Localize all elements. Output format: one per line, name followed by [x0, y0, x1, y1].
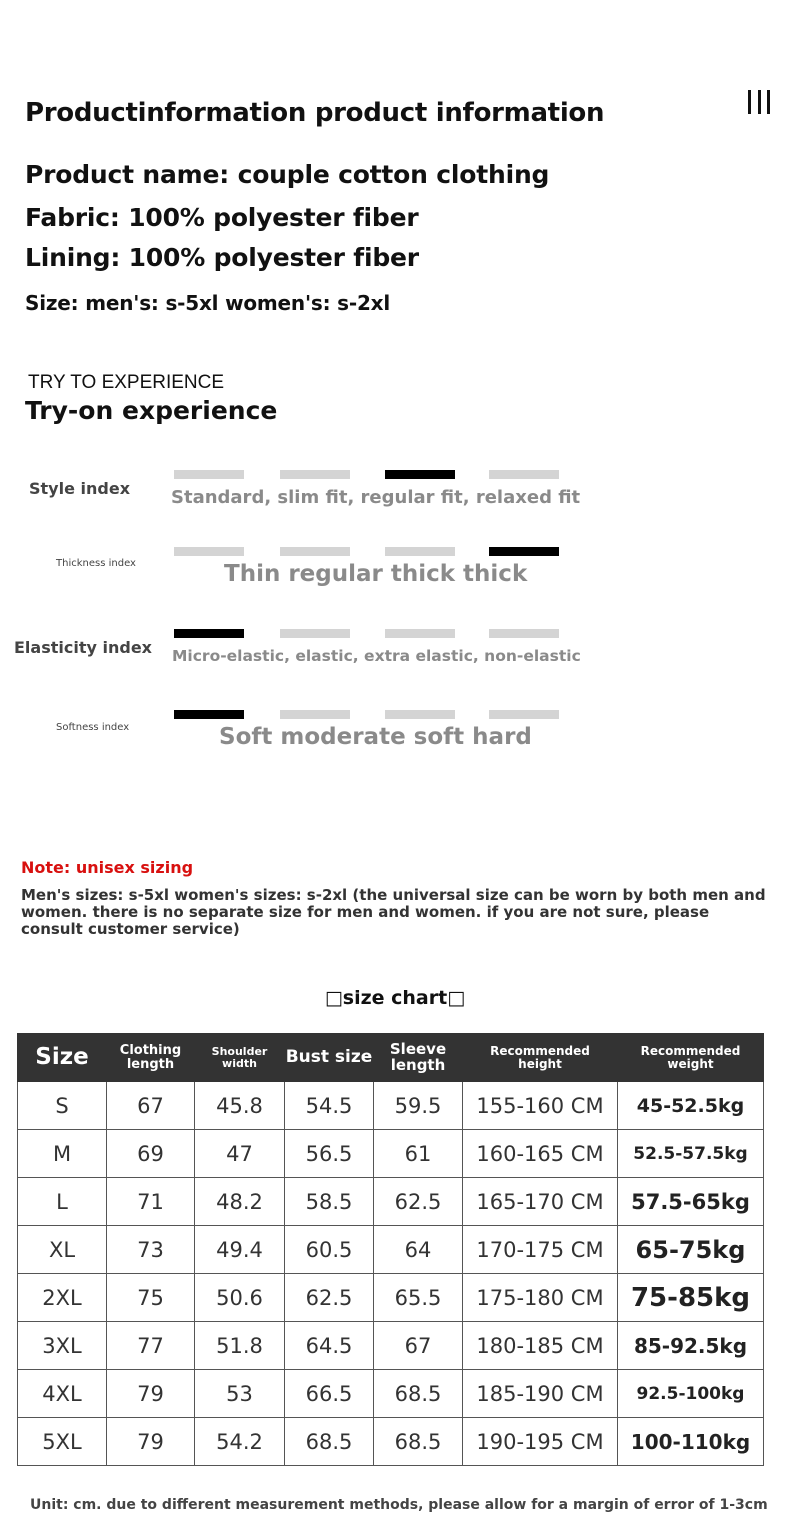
cell-bust-size: 60.5: [285, 1226, 374, 1274]
header-recommended-weight: Recommended weight: [618, 1034, 764, 1082]
softness-index-bar-1: [174, 710, 244, 719]
elasticity-index-bar-2: [280, 629, 350, 638]
cell-sleeve-length: 62.5: [374, 1178, 463, 1226]
product-name: Product name: couple cotton clothing: [25, 160, 550, 189]
cell-shoulder-width: 54.2: [195, 1418, 285, 1466]
table-row: [18, 1226, 764, 1274]
style-index-options: Standard, slim fit, regular fit, relaxed fit: [171, 487, 581, 508]
cell-bust-size: 66.5: [285, 1370, 374, 1418]
header-bust-size: Bust size: [285, 1034, 374, 1082]
header-recommended-height: Recommended height: [463, 1034, 618, 1082]
cell-size: 2XL: [18, 1274, 107, 1322]
softness-index-bar-2: [280, 710, 350, 719]
table-row: [18, 1274, 764, 1322]
product-fabric: Fabric: 100% polyester fiber: [25, 203, 419, 232]
header-clothing-length: Clothing length: [107, 1034, 195, 1082]
cell-sleeve-length: 67: [374, 1322, 463, 1370]
softness-index-label: Softness index: [56, 722, 130, 733]
style-index-label: Style index: [29, 479, 131, 498]
thickness-index-bar-2: [280, 547, 350, 556]
cell-recommended-height: 170-175 CM: [463, 1226, 618, 1274]
header-shoulder-width: Shoulder width: [195, 1034, 285, 1082]
product-lining: Lining: 100% polyester fiber: [25, 243, 419, 272]
softness-index-bar-4: [489, 710, 559, 719]
cell-shoulder-width: 49.4: [195, 1226, 285, 1274]
cell-shoulder-width: 51.8: [195, 1322, 285, 1370]
cell-recommended-weight: 57.5-65kg: [618, 1178, 764, 1226]
cell-shoulder-width: 48.2: [195, 1178, 285, 1226]
note-title: Note: unisex sizing: [21, 858, 194, 877]
cell-size: 4XL: [18, 1370, 107, 1418]
cell-recommended-weight: 45-52.5kg: [618, 1082, 764, 1130]
cell-sleeve-length: 59.5: [374, 1082, 463, 1130]
thickness-index-options: Thin regular thick thick: [224, 561, 528, 587]
cell-shoulder-width: 53: [195, 1370, 285, 1418]
softness-index-options: Soft moderate soft hard: [219, 724, 532, 750]
elasticity-index-label: Elasticity index: [14, 638, 152, 657]
cell-recommended-height: 165-170 CM: [463, 1178, 618, 1226]
thickness-index-bar-3: [385, 547, 455, 556]
table-row: [18, 1370, 764, 1418]
table-row: [18, 1130, 764, 1178]
cell-shoulder-width: 45.8: [195, 1082, 285, 1130]
cell-sleeve-length: 68.5: [374, 1370, 463, 1418]
cell-recommended-weight: 85-92.5kg: [618, 1322, 764, 1370]
cell-size: S: [18, 1082, 107, 1130]
cell-recommended-height: 180-185 CM: [463, 1322, 618, 1370]
thickness-index-label: Thickness index: [56, 558, 136, 569]
cell-bust-size: 54.5: [285, 1082, 374, 1130]
size-chart-table: [17, 1033, 764, 1466]
cell-shoulder-width: 50.6: [195, 1274, 285, 1322]
elasticity-index-bar-3: [385, 629, 455, 638]
cell-clothing-length: 77: [107, 1322, 195, 1370]
cell-size: 5XL: [18, 1418, 107, 1466]
try-on-title: Try-on experience: [25, 396, 278, 425]
size-chart-title: □size chart□: [324, 987, 466, 1009]
style-index-bar-4: [489, 470, 559, 479]
note-body: Men's sizes: s-5xl women's sizes: s-2xl (the universal size can be worn by both men and women. there is no separate size for men and women. if you are not sure, please consult customer service): [21, 886, 766, 938]
cell-recommended-weight: 100-110kg: [618, 1418, 764, 1466]
cell-bust-size: 64.5: [285, 1322, 374, 1370]
cell-size: M: [18, 1130, 107, 1178]
cell-sleeve-length: 61: [374, 1130, 463, 1178]
header-size: Size: [18, 1034, 107, 1082]
cell-shoulder-width: 47: [195, 1130, 285, 1178]
style-index-bar-1: [174, 470, 244, 479]
cell-clothing-length: 69: [107, 1130, 195, 1178]
cell-bust-size: 68.5: [285, 1418, 374, 1466]
cell-recommended-weight: 92.5-100kg: [618, 1370, 764, 1418]
cell-clothing-length: 71: [107, 1178, 195, 1226]
style-index-bar-3: [385, 470, 455, 479]
cell-sleeve-length: 68.5: [374, 1418, 463, 1466]
cell-size: XL: [18, 1226, 107, 1274]
cell-recommended-weight: 52.5-57.5kg: [618, 1130, 764, 1178]
cell-clothing-length: 79: [107, 1418, 195, 1466]
try-on-subtitle: TRY TO EXPERIENCE: [28, 372, 225, 393]
cell-recommended-height: 190-195 CM: [463, 1418, 618, 1466]
menu-icon[interactable]: [748, 90, 770, 116]
cell-bust-size: 56.5: [285, 1130, 374, 1178]
cell-recommended-weight: 75-85kg: [618, 1274, 764, 1322]
cell-sleeve-length: 64: [374, 1226, 463, 1274]
header-sleeve-length: Sleeve length: [374, 1034, 463, 1082]
table-row: [18, 1418, 764, 1466]
style-index-bar-2: [280, 470, 350, 479]
cell-clothing-length: 75: [107, 1274, 195, 1322]
cell-recommended-height: 175-180 CM: [463, 1274, 618, 1322]
cell-sleeve-length: 65.5: [374, 1274, 463, 1322]
elasticity-index-options: Micro-elastic, elastic, extra elastic, non-elastic: [172, 647, 581, 665]
cell-recommended-height: 185-190 CM: [463, 1370, 618, 1418]
cell-recommended-weight: 65-75kg: [618, 1226, 764, 1274]
cell-recommended-height: 155-160 CM: [463, 1082, 618, 1130]
table-row: [18, 1178, 764, 1226]
cell-size: L: [18, 1178, 107, 1226]
cell-clothing-length: 79: [107, 1370, 195, 1418]
cell-bust-size: 62.5: [285, 1274, 374, 1322]
size-chart-header-row: [18, 1034, 764, 1082]
cell-clothing-length: 73: [107, 1226, 195, 1274]
cell-recommended-height: 160-165 CM: [463, 1130, 618, 1178]
softness-index-bar-3: [385, 710, 455, 719]
page-title: Productinformation product information: [25, 98, 605, 128]
size-chart-footnote: Unit: cm. due to different measurement methods, please allow for a margin of error of 1-3cm: [30, 1497, 768, 1513]
elasticity-index-bar-1: [174, 629, 244, 638]
table-row: [18, 1082, 764, 1130]
cell-size: 3XL: [18, 1322, 107, 1370]
cell-clothing-length: 67: [107, 1082, 195, 1130]
cell-bust-size: 58.5: [285, 1178, 374, 1226]
thickness-index-bar-1: [174, 547, 244, 556]
table-row: [18, 1322, 764, 1370]
product-size: Size: men's: s-5xl women's: s-2xl: [25, 291, 391, 315]
thickness-index-bar-4: [489, 547, 559, 556]
elasticity-index-bar-4: [489, 629, 559, 638]
